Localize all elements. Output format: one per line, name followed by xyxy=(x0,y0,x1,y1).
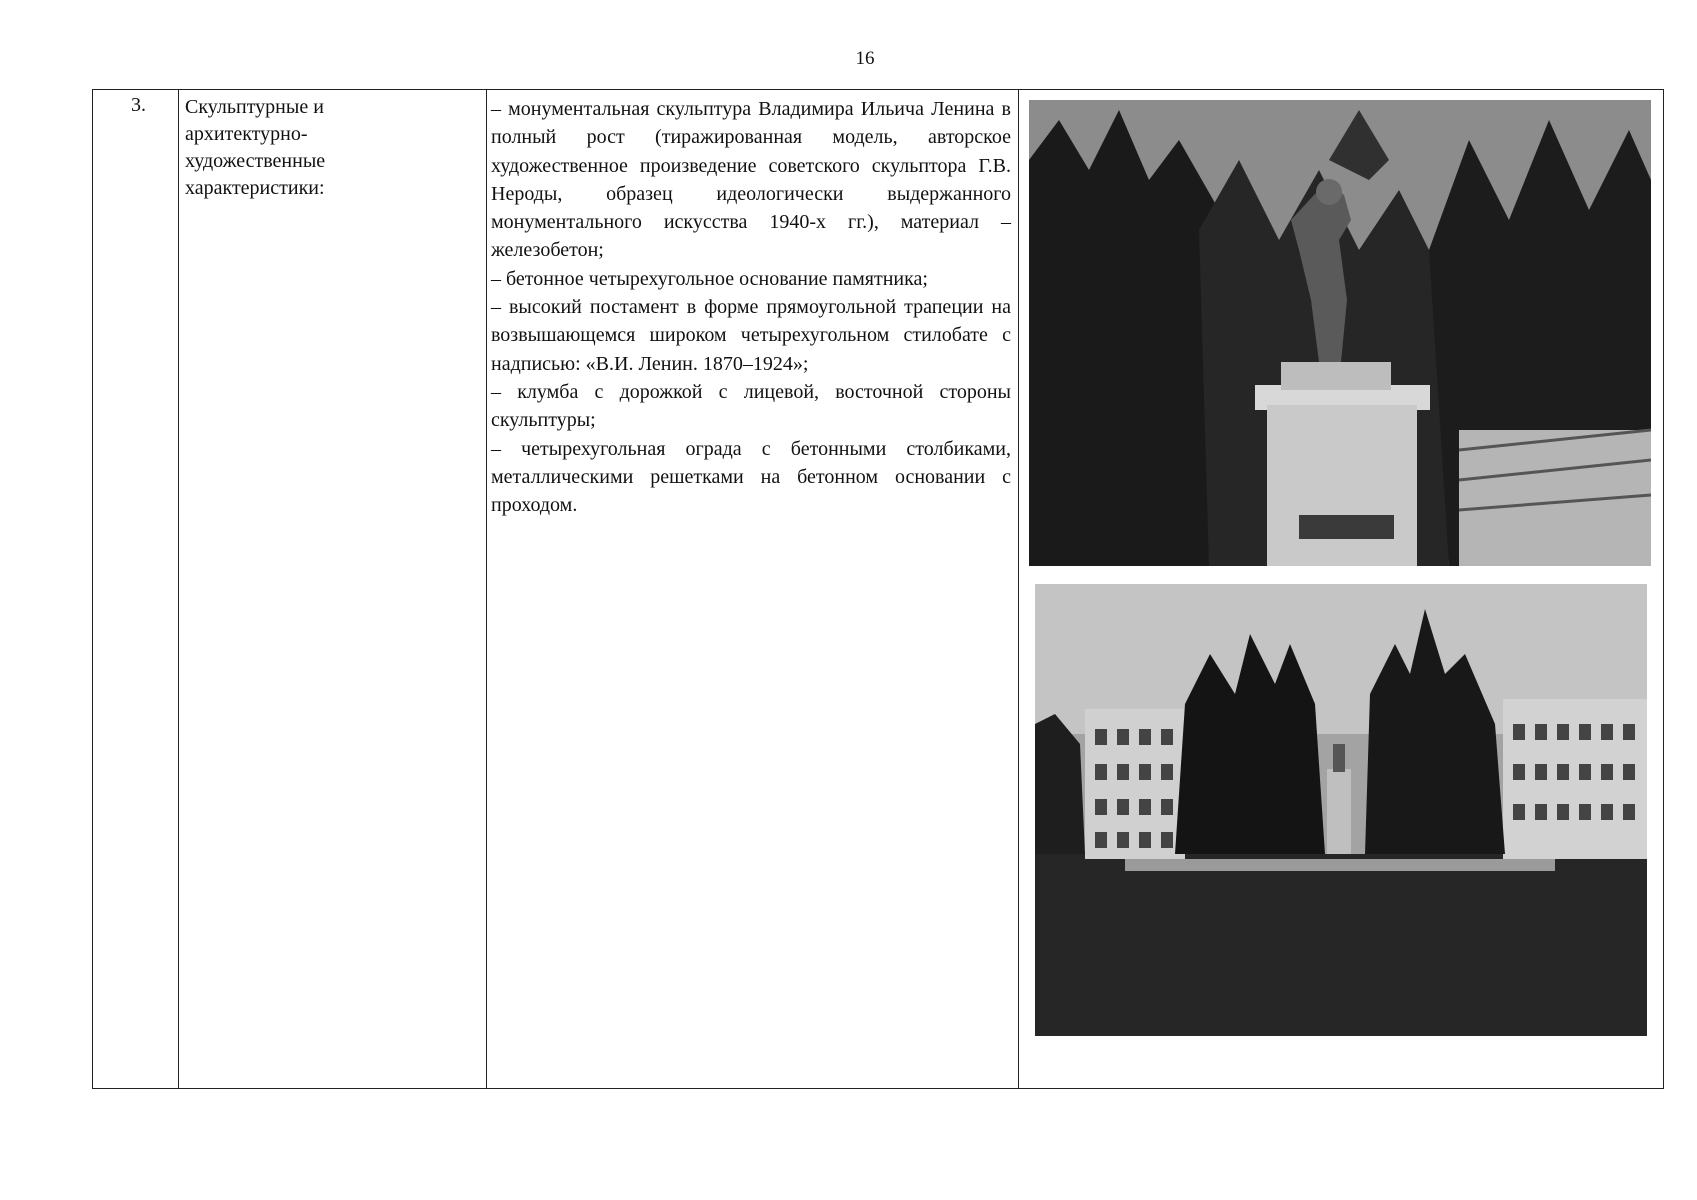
row-label-line: архитектурно- xyxy=(185,123,308,145)
characteristics-table xyxy=(92,89,1664,1089)
monument-closeup-photo xyxy=(1029,100,1651,566)
description-item: – монументальная скульптура Владимира Ильича Ленина в полный рост (тиражированная модель, авторское художественное произведение советского скульптора Г.В. Нероды, образец идеологически выдержанного монументального искусства 1940-х гг.), материал – железобетон; xyxy=(491,98,1011,262)
row-label-line: характеристики: xyxy=(185,177,325,199)
row-label-line: художественные xyxy=(185,150,326,172)
number-cell xyxy=(93,90,179,1088)
square-view-photo xyxy=(1035,584,1647,1036)
description-cell xyxy=(487,90,1019,1088)
description-item: – бетонное четырехугольное основание памятника; xyxy=(491,267,928,290)
label-cell xyxy=(179,90,487,1088)
photos-cell xyxy=(1019,90,1663,1088)
description-item: – клумба с дорожкой с лицевой, восточной стороны скульптуры; xyxy=(491,380,1011,432)
row-number: 3. xyxy=(131,94,146,116)
description-item: – четырехугольная ограда с бетонными столбиками, металлическими решетками на бетонном основании с проходом. xyxy=(491,437,1011,517)
row-label xyxy=(185,94,325,202)
description-text xyxy=(491,95,1011,519)
row-label-line: Скульптурные и xyxy=(185,96,324,118)
page-number: 16 xyxy=(855,48,875,69)
description-item: – высокий постамент в форме прямоугольной трапеции на возвышающемся широком четырехугольном стилобате с надписью: «В.И. Ленин. 1870–1924»; xyxy=(491,296,1011,375)
